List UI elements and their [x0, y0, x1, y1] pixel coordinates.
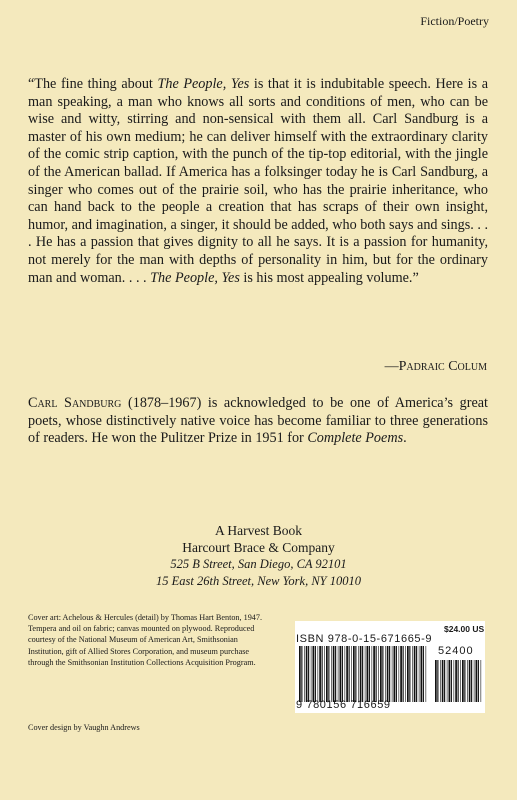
cover-art-credit: Cover art: Achelous & Hercules (detail) by Thomas Hart Benton, 1947. Tempera and oil on fabric; canvas mounted on plywood. Reproduced courtesy of the National Museum of American Art, Smithsonian Institution, gift of Allied Stores Corporation, and museum purchase through the Smithsonian Institution Collections Acquisition Program. [28, 613, 263, 667]
publisher-address-1: 525 B Street, San Diego, CA 92101 [170, 557, 347, 571]
author-name: Carl Sandburg [28, 395, 122, 411]
review-quote [28, 76, 488, 287]
imprint: A Harvest Book [215, 523, 302, 538]
quote-ending: is his most appealing volume.” [239, 269, 419, 286]
bio-book-title: Complete Poems [307, 430, 404, 447]
cover-design-credit: Cover design by Vaughn Andrews [28, 723, 140, 732]
barcode-addon-number: 52400 [438, 645, 474, 657]
publisher-name: Harcourt Brace & Company [182, 540, 335, 555]
barcode-main-bars [298, 646, 428, 702]
author-bio [28, 395, 488, 448]
isbn-label: ISBN 978-0-15-671665-9 [296, 633, 433, 645]
barcode-addon-bars [434, 660, 484, 702]
publisher-address-2: 15 East 26th Street, New York, NY 10010 [156, 574, 361, 588]
price-label: $24.00 US [444, 624, 485, 634]
bio-text: (1878–1967) is acknowledged to be one of America’s great poets, whose distinctively native voice has become familiar to three generations of readers. He won the Pulitzer Prize in 1951 for [28, 395, 489, 447]
genre-label: Fiction/Poetry [420, 14, 489, 28]
quote-book-title: The People, Yes [157, 76, 250, 92]
quote-body: is that it is indubitable speech. Here is a man speaking, a man who knows all sorts and conditions of men, who can be wise and witty, stirring and non-sensical with them all. Carl Sandburg is a master of his own medium; he can deliver himself with the extraordinary clarity of the comic strip caption, with the punch of the tip-top editorial, with the jingle of the American ballad. If America has a folksinger today he is Carl Sandburg, a singer who comes out of the prairie soil, who has the prairie inheritance, who can hand back to the people a creation that has scraps of their own insight, humor, and imagination, a singer, it should be added, who both says and sings. . . . He has a passion that gives dignity to all he says. It is a passion for humanity, not merely for the man with depths of personality in him, but for the ordinary man and woman. . . . [28, 76, 488, 286]
bio-end: . [403, 430, 407, 447]
barcode-number: 9 780156 716659 [296, 699, 391, 711]
quote-attribution: —Padraic Colum [384, 359, 487, 374]
publisher-block [0, 522, 517, 590]
quote-intro: “The fine thing about [28, 76, 158, 92]
quote-book-title-2: The People, Yes [150, 269, 240, 286]
